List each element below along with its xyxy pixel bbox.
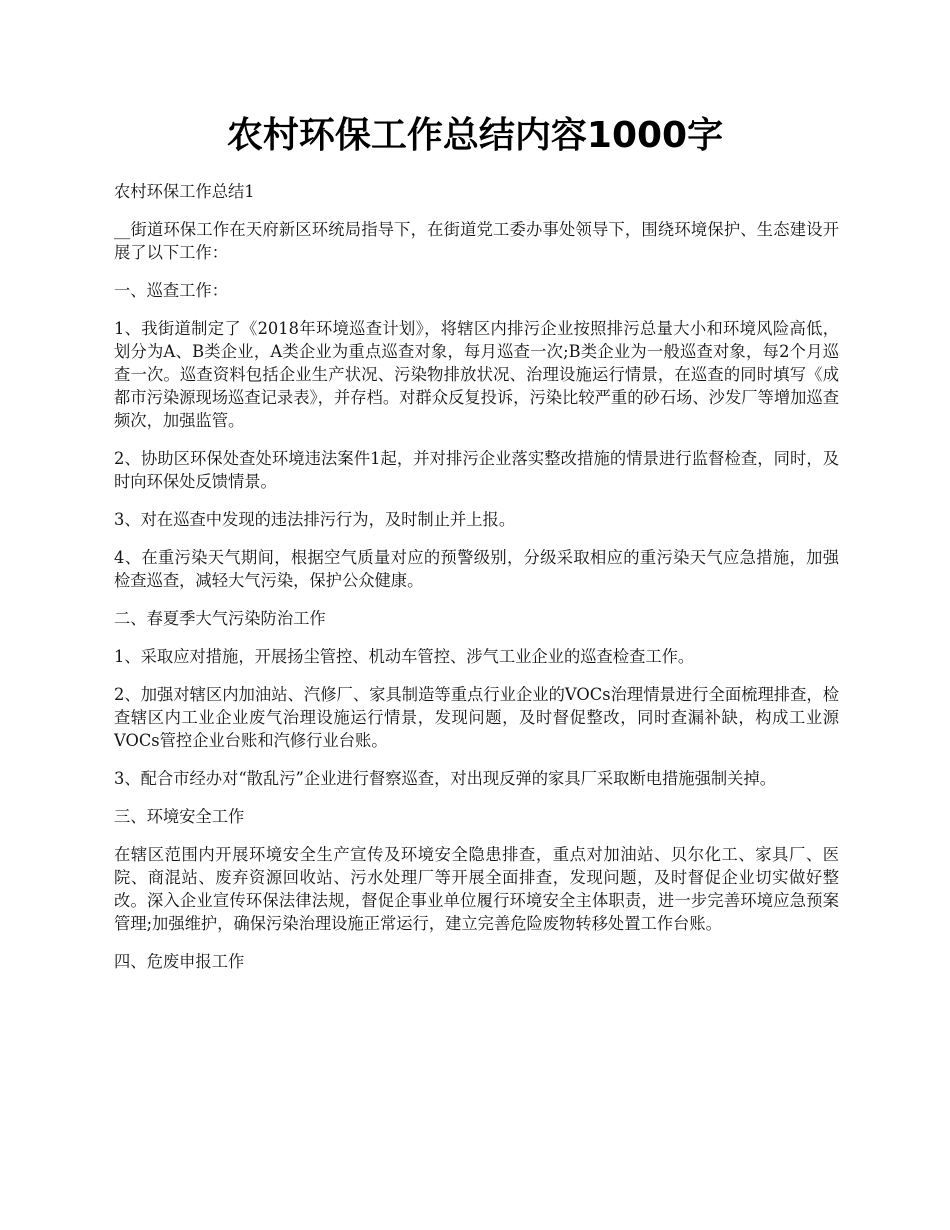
section-subtitle: 农村环保工作总结1	[114, 182, 255, 201]
document-title: 农村环保工作总结内容1000字	[226, 115, 724, 156]
inspection-item-3: 3、对在巡查中发现的违法排污行为，及时制止并上报。	[114, 510, 516, 529]
air-item-3: 3、配合市经办对“散乱污”企业进行督察巡查，对出现反弹的家具厂采取断电措施强制关掉。	[114, 769, 776, 788]
air-item-2: 2、加强对辖区内加油站、汽修厂、家具制造等重点行业企业的VOCs治理情景进行全面梳理排查，检查辖区内工业企业废气治理设施运行情景，发现问题，及时督促整改，同时查漏补缺，构成工业源VOCs管控企业台账和汽修行业台账。	[114, 685, 839, 750]
inspection-item-4: 4、在重污染天气期间，根据空气质量对应的预警级别，分级采取相应的重污染天气应急措施，加强检查巡查，减轻大气污染，保护公众健康。	[114, 548, 839, 590]
intro-paragraph: __街道环保工作在天府新区环统局指导下，在街道党工委办事处领导下，围绕环境保护、生态建设开展了以下工作：	[114, 220, 839, 262]
section-heading-air-pollution: 二、春夏季大气污染防治工作	[114, 609, 326, 628]
document-body	[114, 180, 839, 988]
section-heading-env-safety: 三、环境安全工作	[114, 807, 245, 826]
env-safety-paragraph: 在辖区范围内开展环境安全生产宣传及环境安全隐患排查，重点对加油站、贝尔化工、家具厂、医院、商混站、废弃资源回收站、污水处理厂等开展全面排查，发现问题，及时督促企业切实做好整改。深入企业宣传环保法律法规，督促企事业单位履行环境安全主体职责，进一步完善环境应急预案管理;加强维护，确保污染治理设施正常运行，建立完善危险废物转移处置工作台账。	[114, 845, 839, 933]
inspection-item-1: 1、我街道制定了《2018年环境巡查计划》，将辖区内排污企业按照排污总量大小和环境风险高低，划分为A、B类企业，A类企业为重点巡查对象，每月巡查一次;B类企业为一般巡查对象，每2个月巡查一次。巡查资料包括企业生产状况、污染物排放状况、治理设施运行情景，在巡查的同时填写《成都市污染源现场巡查记录表》，并存档。对群众反复投诉，污染比较严重的砂石场、沙发厂等增加巡查频次，加强监管。	[114, 319, 839, 430]
section-heading-hazardous-waste: 四、危废申报工作	[114, 952, 245, 971]
air-item-1: 1、采取应对措施，开展扬尘管控、机动车管控、涉气工业企业的巡查检查工作。	[114, 647, 695, 666]
section-heading-inspection: 一、巡查工作：	[114, 281, 228, 300]
inspection-item-2: 2、协助区环保处查处环境违法案件1起，并对排污企业落实整改措施的情景进行监督检查，同时，及时向环保处反馈情景。	[114, 449, 839, 491]
